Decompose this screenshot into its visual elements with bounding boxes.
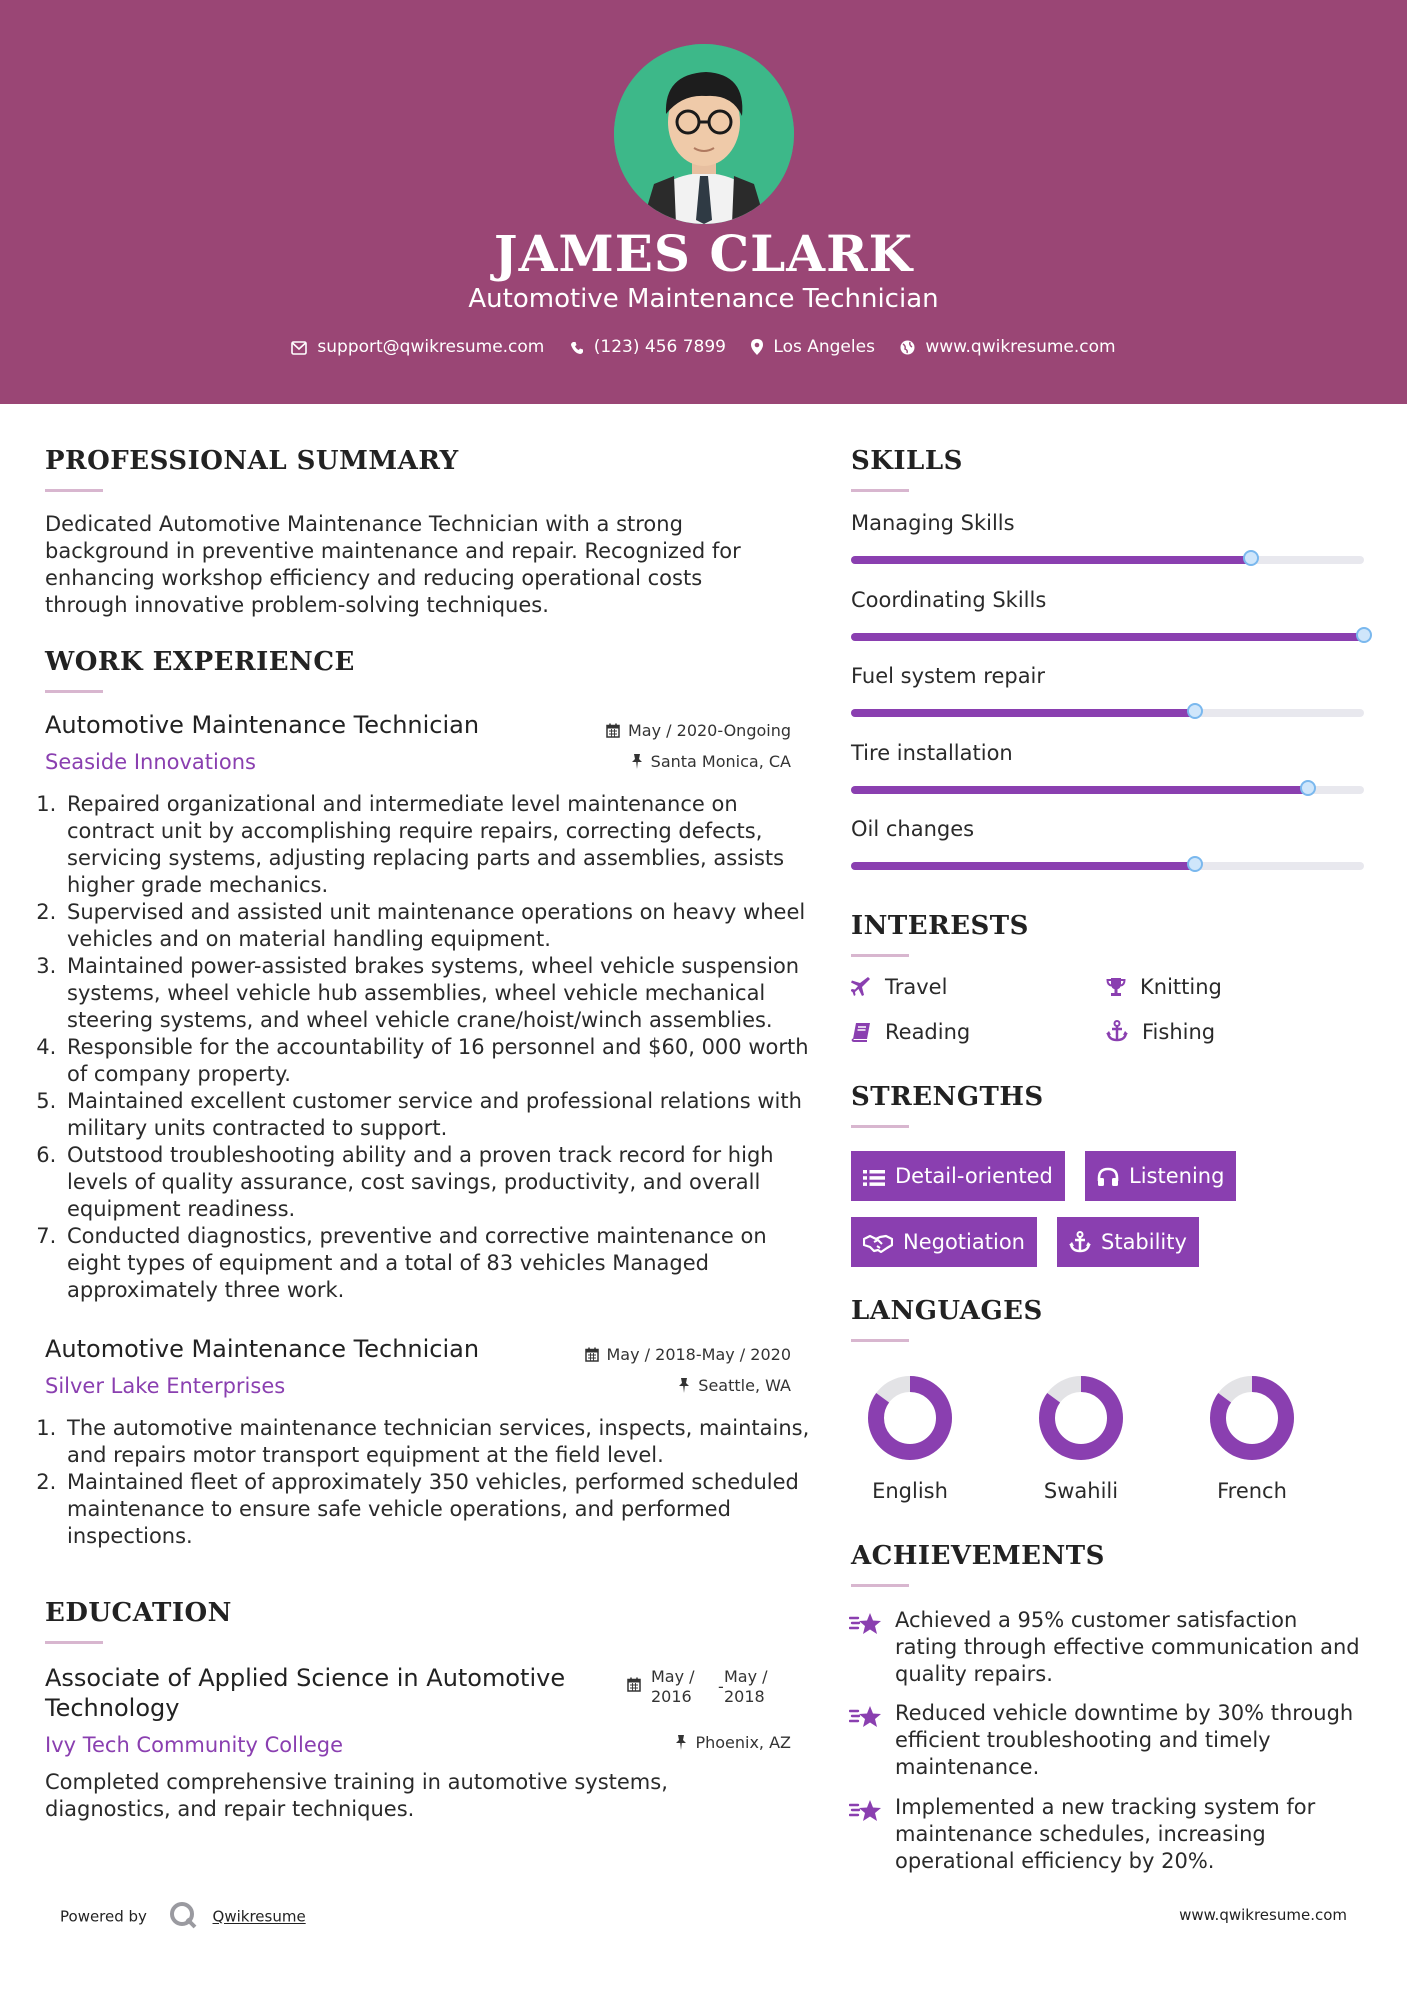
resume-header [0,0,1407,404]
trophy-icon [1106,977,1126,997]
contact-website[interactable] [900,337,1115,357]
job-location-text: Seattle, WA [698,1376,791,1395]
skill-level-knob [1187,856,1203,872]
list-item: 3. Maintained power-assisted brakes systems, wheel vehicle suspension systems, wheel vehicle hub assemblies, wheel vehicle mechanical steering systems, and wheel vehicle crane/hoist/winch assemblies. [63,953,815,1034]
job-company: Seaside Innovations [45,750,256,774]
strength-badge [1085,1151,1236,1201]
interest-item [851,975,947,999]
skill-level-fill [851,862,1195,870]
experience-heading: WORK EXPERIENCE [45,647,355,677]
skill-level-fill [851,786,1308,794]
qwikresume-logo [168,1900,198,1934]
job-dates [606,721,791,740]
book-icon [851,1022,871,1042]
strength-label: Stability [1101,1230,1187,1254]
profile-photo [614,44,794,224]
skill-level-knob [1243,550,1259,566]
contact-bar [0,337,1407,357]
map-pin-icon [751,339,763,355]
headphones-icon [1097,1167,1119,1187]
summary-heading: PROFESSIONAL SUMMARY [45,446,459,476]
job-bullets [45,791,815,1304]
job-dates-text: May / 2018-May / 2020 [606,1345,791,1364]
contact-phone-text: (123) 456 7899 [593,337,726,357]
powered-by-text: Powered by [60,1907,147,1926]
strengths-heading-rule [851,1125,909,1128]
achievement-text: Achieved a 95% customer satisfaction rating through effective communication and quality repairs. [895,1608,1360,1686]
strength-label: Detail-oriented [895,1164,1053,1188]
strengths-heading: STRENGTHS [851,1082,1044,1112]
calendar-icon [585,1347,599,1362]
handshake-icon [863,1233,893,1253]
language-level-ring [865,1373,955,1463]
contact-location-text: Los Angeles [773,337,875,357]
education-heading: EDUCATION [45,1598,232,1628]
contact-location [751,337,875,357]
skill-level-knob [1300,780,1316,796]
list-item: 1. The automotive maintenance technician services, inspects, maintains, and repairs motor transport equipment at the field level. [63,1415,815,1469]
list-item: 2. Maintained fleet of approximately 350 vehicles, performed scheduled maintenance to ensure safe vehicle operations, and performed inspections. [63,1469,815,1550]
experience-heading-rule [45,690,103,693]
skill-level-fill [851,709,1195,717]
skill-label: Managing Skills [851,511,1015,535]
strength-label: Listening [1129,1164,1225,1188]
education-location-text: Phoenix, AZ [695,1733,791,1752]
education-end-month: May / [724,1667,768,1686]
job-bullets [45,1415,815,1550]
achievements-heading-rule [851,1584,909,1587]
list-item: 2. Supervised and assisted unit maintenance operations on heavy wheel vehicles and on material handling equipment. [63,899,815,953]
education-date-dash: - [718,1677,724,1696]
candidate-name: JAMES CLARK [493,224,914,283]
footer-powered-by [60,1900,306,1934]
skills-heading-rule [851,489,909,492]
degree-title-line: Associate of Applied Science in Automotive [45,1664,566,1692]
job-company: Silver Lake Enterprises [45,1374,286,1398]
anchor-icon [1069,1231,1091,1253]
skill-level-knob [1187,703,1203,719]
shooting-star-icon [849,1703,883,1731]
globe-icon [900,340,915,355]
achievement-text: Reduced vehicle downtime by 30% through efficient troubleshooting and timely maintenance. [895,1701,1354,1779]
contact-website-text: www.qwikresume.com [925,337,1116,357]
education-location [675,1733,791,1752]
interest-item [1106,975,1222,999]
achievement-text: Implemented a new tracking system for maintenance schedules, increasing operational efficiency by 20%. [895,1795,1316,1873]
plane-icon [851,977,871,997]
strength-label: Negotiation [903,1230,1025,1254]
skill-level-bar [851,786,1364,794]
strength-badge [851,1151,1065,1201]
qwikresume-logo-icon [168,1900,198,1930]
qwikresume-link[interactable]: Qwikresume [212,1907,306,1926]
skill-level-fill [851,556,1251,564]
skill-level-bar [851,556,1364,564]
education-text: Completed comprehensive training in automotive systems, diagnostics, and repair techniques. [45,1770,668,1821]
education-start-year: 2016 [651,1687,692,1706]
language-label: French [1217,1479,1287,1503]
interests-heading-rule [851,954,909,957]
list-item: 1. Repaired organizational and intermediate level maintenance on contract unit by accomplishing require repairs, correcting defects, servicing systems, adjusting replacing parts and assemblies, assists higher grade mechanics. [63,791,815,899]
envelope-icon [291,341,307,355]
strength-badge [1057,1217,1199,1267]
contact-email[interactable] [291,337,544,357]
pushpin-icon [631,754,643,769]
list-item: 5. Maintained excellent customer service and professional relations with military units contracted to support. [63,1088,815,1142]
job-title: Automotive Maintenance Technician [45,711,480,739]
interest-label: Reading [885,1020,971,1044]
strength-badge [851,1217,1037,1267]
shooting-star-icon [849,1797,883,1825]
anchor-icon [1106,1020,1128,1042]
calendar-icon [627,1677,641,1692]
list-item: 7. Conducted diagnostics, preventive and corrective maintenance on eight types of equipment and a total of 83 vehicles Managed approximately three work. [63,1223,815,1304]
job-dates-text: May / 2020-Ongoing [628,721,791,740]
skill-level-bar [851,633,1364,641]
education-start-date [651,1667,711,1707]
footer-website[interactable]: www.qwikresume.com [1179,1906,1347,1924]
skills-heading: SKILLS [851,446,963,476]
phone-icon [570,341,584,355]
interest-label: Knitting [1140,975,1222,999]
skill-label: Coordinating Skills [851,587,1047,612]
job-title: Automotive Maintenance Technician [45,1335,480,1363]
job-location-text: Santa Monica, CA [650,752,791,771]
skill-label: Tire installation [851,740,1013,765]
language-label: English [872,1479,948,1503]
interests-heading: INTERESTS [851,911,1029,941]
degree-title-line: Technology [45,1694,180,1722]
degree-title [45,1663,565,1723]
interest-label: Fishing [1142,1020,1216,1044]
language-level-ring [1207,1373,1297,1463]
calendar-icon [606,723,620,738]
achievements-heading: ACHIEVEMENTS [851,1541,1105,1571]
summary-text: Dedicated Automotive Maintenance Technician with a strong background in preventive maintenance and repair. Recognized for enhancing workshop efficiency and reducing operational costs through innovative problem-solving techniques. [45,512,741,617]
interest-label: Travel [885,975,948,999]
skill-level-fill [851,633,1364,641]
candidate-role: Automotive Maintenance Technician [468,284,939,314]
summary-heading-rule [45,489,103,492]
job-location [678,1376,791,1395]
language-label: Swahili [1043,1479,1119,1503]
education-heading-rule [45,1641,103,1644]
skill-level-knob [1356,627,1372,643]
job-location [631,752,791,771]
list-item: 4. Responsible for the accountability of 16 personnel and $60, 000 worth of company property. [63,1034,815,1088]
skill-label: Fuel system repair [851,664,1046,688]
contact-phone[interactable] [570,337,726,357]
skill-level-bar [851,862,1364,870]
person-photo-icon [614,44,794,224]
education-start-month: May / [651,1667,695,1686]
contact-email-text: support@qwikresume.com [317,337,545,357]
language-level-ring [1036,1373,1126,1463]
job-dates [585,1345,792,1364]
shooting-star-icon [849,1610,883,1638]
education-end-year: 2018 [724,1687,765,1706]
pushpin-icon [678,1378,690,1393]
school-name: Ivy Tech Community College [45,1733,343,1757]
skill-level-bar [851,709,1364,717]
interest-item [851,1020,970,1044]
languages-heading-rule [851,1339,909,1342]
pushpin-icon [675,1735,687,1750]
education-end-date [724,1667,784,1707]
interest-item [1106,1020,1215,1044]
list-icon [863,1169,885,1187]
languages-heading: LANGUAGES [851,1296,1043,1326]
list-item: 6. Outstood troubleshooting ability and a proven track record for high levels of quality assurance, cost savings, productivity, and overall equipment readiness. [63,1142,815,1223]
skill-label: Oil changes [851,817,975,841]
